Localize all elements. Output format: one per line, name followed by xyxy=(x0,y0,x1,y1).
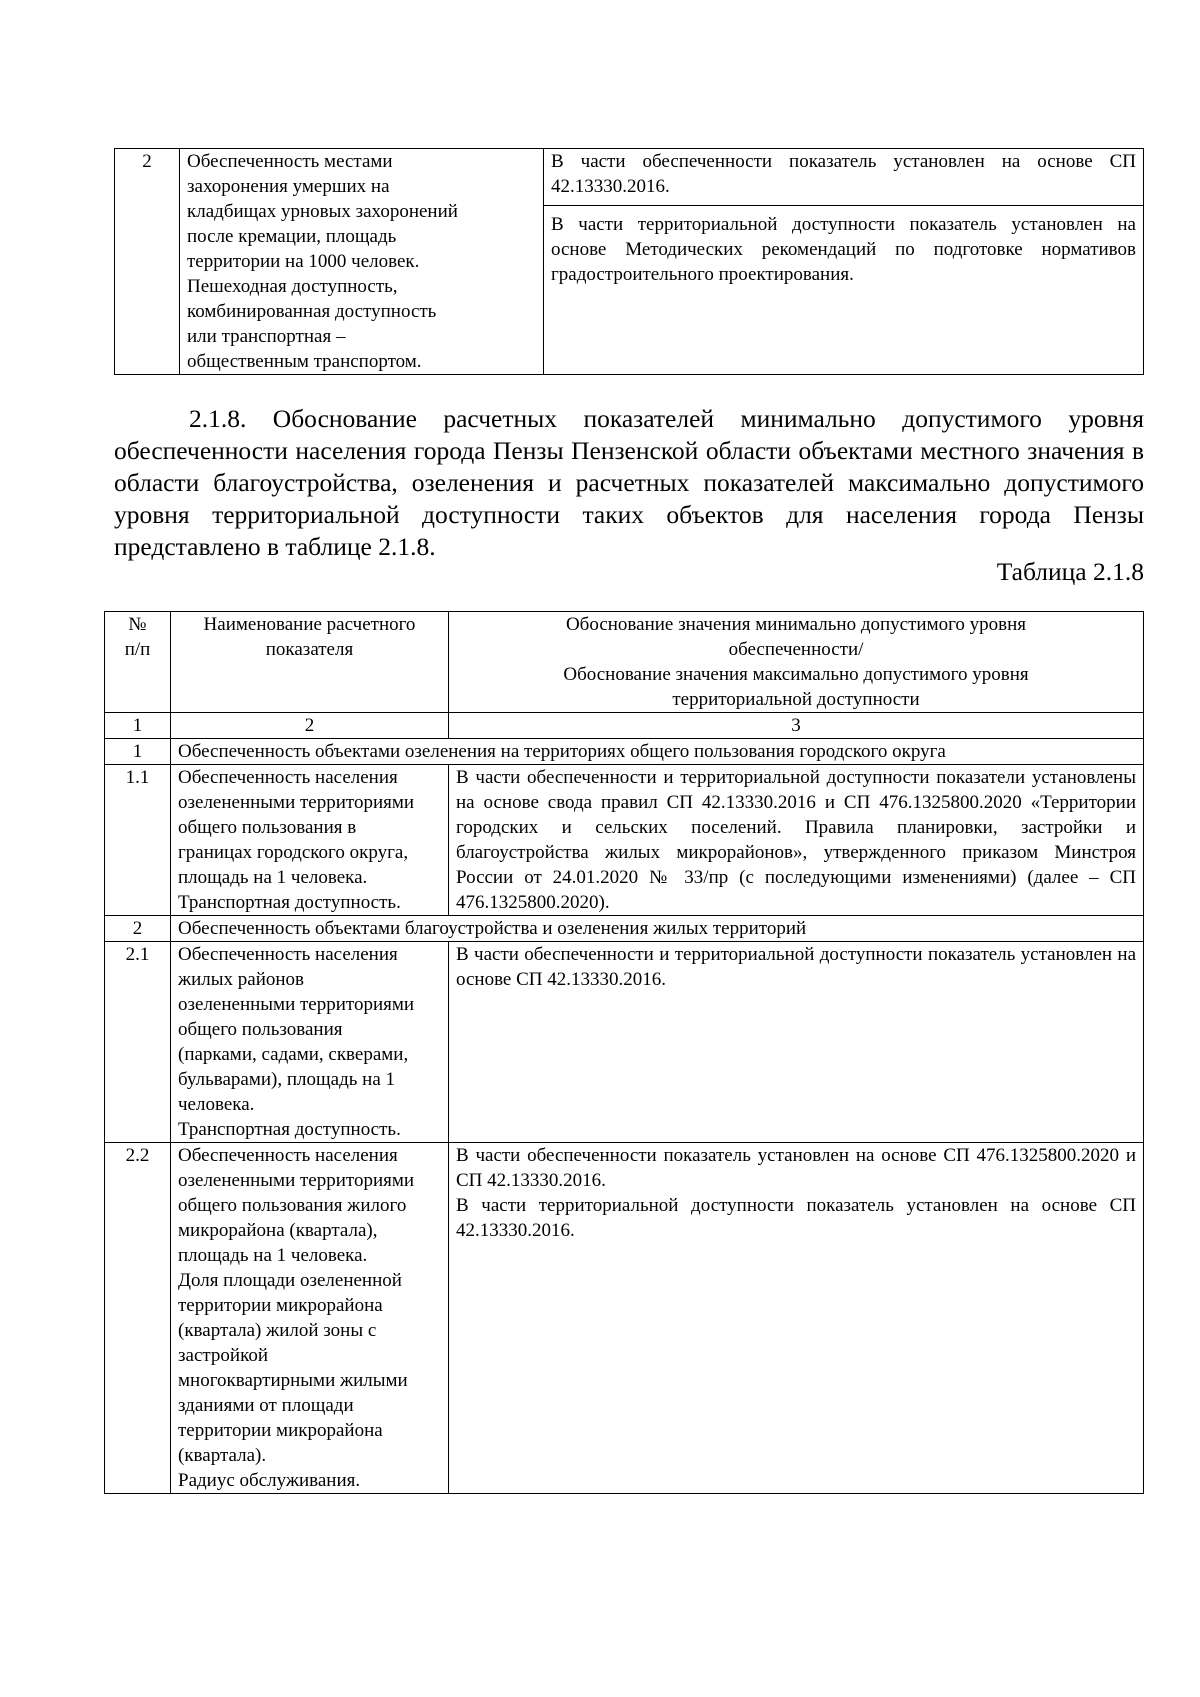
section-row xyxy=(105,916,1144,942)
justification-text: В части обеспеченности и территориальной доступности показатели установлены на основе свода правил СП 42.13330.2016 и СП 476.1325800.2020 «Территории городских и сельских поселений. Правила планировки, застройки и благоустройства жилых микрорайонов», утвержденного приказом Минстроя России от 24.01.2020 № 33/пр (с последующими изменениями) (далее – СП 476.1325800.2020). xyxy=(449,765,1144,916)
section-number: 2 xyxy=(105,916,171,942)
justification-text: В части обеспеченности показатель установлен на основе СП 476.1325800.2020 и СП 42.13330.2016. xyxy=(456,1145,1136,1191)
table-caption: Таблица 2.1.8 xyxy=(996,557,1144,586)
section-row xyxy=(105,739,1144,765)
column-header: № п/п xyxy=(105,612,171,713)
row-number: 2.1 xyxy=(105,942,171,1143)
column-header: Наименование расчетного показателя xyxy=(171,612,449,713)
indicator-name: Обеспеченность населения озелененными территориями общего пользования жилого микрорайона (квартала), площадь на 1 человека. Доля площади озелененной территории микрорайона (квартала) жилой зоны с застройкой многоквартирными жилыми зданиями от площади территории микрорайона (квартала). Радиус обслуживания. xyxy=(171,1143,449,1494)
body-paragraph: 2.1.8. Обоснование расчетных показателей минимально допустимого уровня обеспеченности населения города Пензы Пензенской области объектами местного значения в области благоустройства, озеленения и расчетных показателей максимально допустимого уровня территориальной доступности таких объектов для населения города Пензы представлено в таблице 2.1.8. xyxy=(114,404,1144,561)
row-number: 1.1 xyxy=(105,765,171,916)
column-header: Обоснование значения минимально допустимого уровня обеспеченности/ Обоснование значения максимально допустимого уровня территориальной доступности xyxy=(449,612,1144,713)
main-table xyxy=(104,611,1144,1494)
section-title: Обеспеченность объектами озеленения на территориях общего пользования городского округа xyxy=(171,739,1144,765)
column-number-row xyxy=(105,713,1144,739)
top-table xyxy=(114,148,1144,375)
table-row xyxy=(105,942,1144,1143)
table-row xyxy=(105,765,1144,916)
row-number: 2 xyxy=(115,149,180,375)
justification-text: В части территориальной доступности показатель установлен на основе СП 42.13330.2016. xyxy=(456,1195,1136,1241)
justification-text: В части территориальной доступности показатель установлен на основе Методических рекомендаций по подготовке нормативов градостроительного проектирования. xyxy=(544,205,1143,287)
justification-cell xyxy=(544,149,1144,375)
justification-text: В части обеспеченности и территориальной доступности показатель установлен на основе СП 42.13330.2016. xyxy=(449,942,1144,1143)
table-header-row xyxy=(105,612,1144,713)
indicator-name: Обеспеченность местами захоронения умерших на кладбищах урновых захоронений после кремации, площадь территории на 1000 человек. Пешеходная доступность, комбинированная доступность или транспортная – общественным транспортом. xyxy=(180,149,544,375)
column-number: 1 xyxy=(105,713,171,739)
indicator-name: Обеспеченность населения озелененными территориями общего пользования в границах городского округа, площадь на 1 человека. Транспортная доступность. xyxy=(171,765,449,916)
section-title: Обеспеченность объектами благоустройства и озеленения жилых территорий xyxy=(171,916,1144,942)
table-row xyxy=(115,149,1144,375)
justification-text: В части обеспеченности показатель установлен на основе СП 42.13330.2016. xyxy=(551,151,1136,197)
justification-cell xyxy=(449,1143,1144,1494)
column-number: 2 xyxy=(171,713,449,739)
indicator-name: Обеспеченность населения жилых районов озелененными территориями общего пользования (парками, садами, скверами, бульварами), площадь на 1 человека. Транспортная доступность. xyxy=(171,942,449,1143)
row-number: 2.2 xyxy=(105,1143,171,1494)
table-row xyxy=(105,1143,1144,1494)
column-number: 3 xyxy=(449,713,1144,739)
section-number: 1 xyxy=(105,739,171,765)
